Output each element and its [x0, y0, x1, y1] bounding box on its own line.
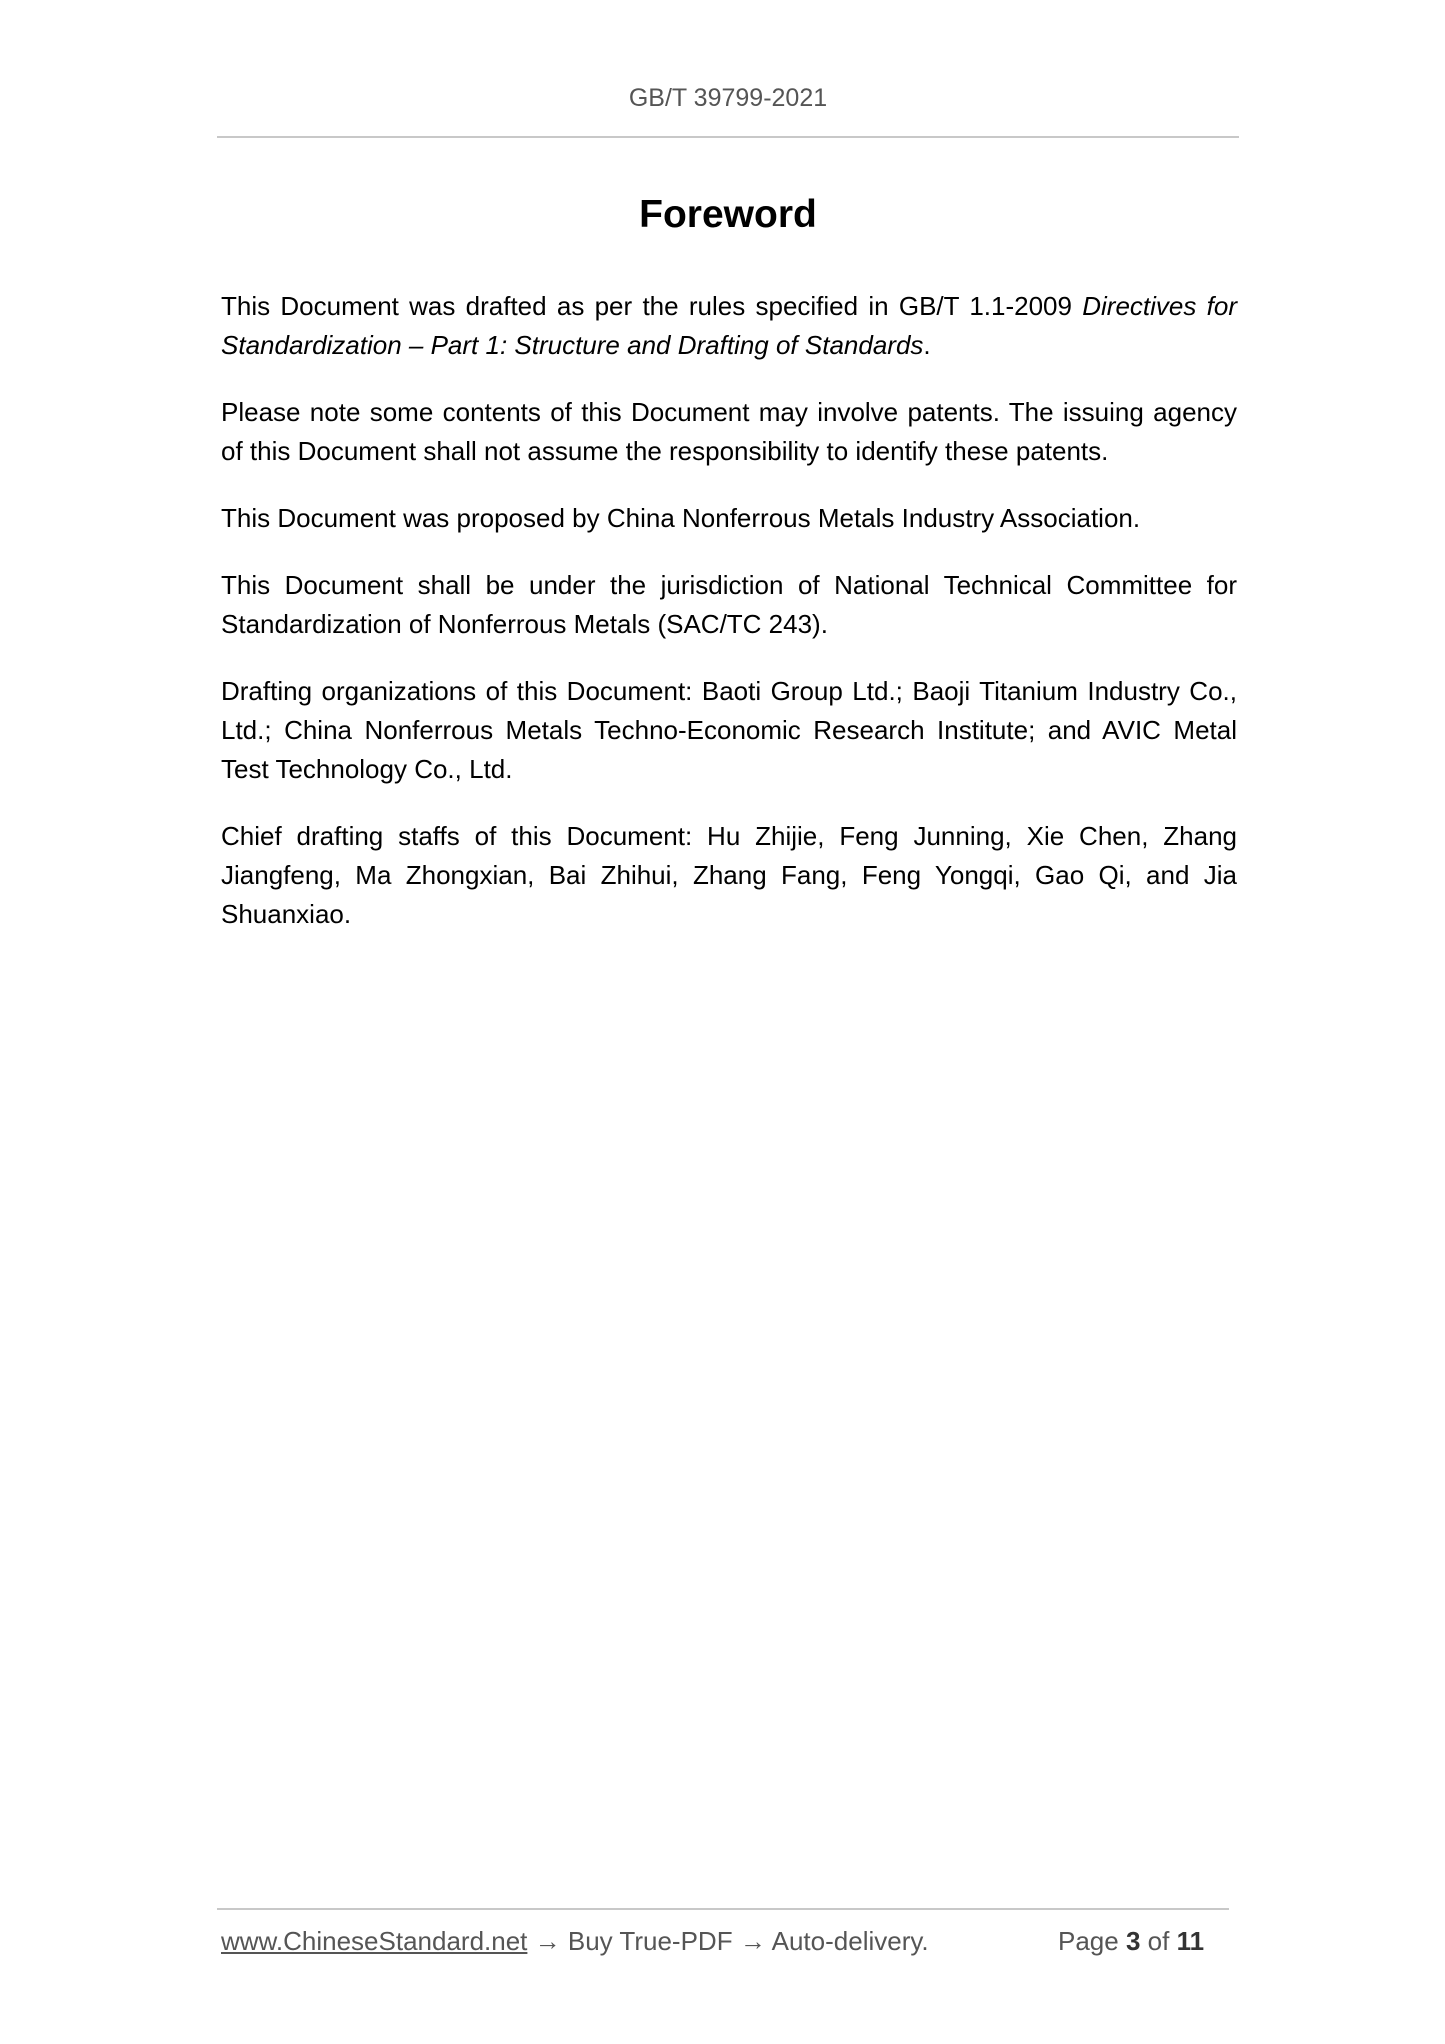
paragraph-proposed-by: This Document was proposed by China Nonferrous Metals Industry Association. — [221, 503, 1141, 533]
buy-pdf-text: Buy True-PDF — [567, 1926, 733, 1956]
page-total: 11 — [1176, 1926, 1205, 1956]
paragraph-drafting-organizations: Drafting organizations of this Document: Baoti Group Ltd.; Baoji Titanium Industry Co., Ltd.; China Nonferrous Metals Techno-Economic Research Institute; and AVIC Metal Test Technology Co., Ltd. — [221, 676, 1237, 784]
footer-promo — [221, 1926, 929, 1957]
running-header: GB/T 39799-2021 — [628, 84, 828, 112]
paragraph-drafting-staff: Chief drafting staffs of this Document: Hu Zhijie, Feng Junning, Xie Chen, Zhang Jiangfeng, Ma Zhongxian, Bai Zhihui, Zhang Fang, Feng Yongqi, Gao Qi, and Jia Shuanxiao. — [221, 821, 1237, 929]
header-divider — [217, 136, 1239, 138]
auto-delivery-text: Auto-delivery. — [771, 1926, 929, 1956]
paragraph-jurisdiction: This Document shall be under the jurisdiction of National Technical Committee for Standardization of Nonferrous Metals (SAC/TC 243). — [221, 570, 1237, 639]
arrow-right-icon: → — [534, 1926, 561, 1956]
page-number — [1058, 1926, 1204, 1957]
website-link[interactable]: www.ChineseStandard.net — [221, 1926, 528, 1956]
paragraph-patents: Please note some contents of this Document may involve patents. The issuing agency of this Document shall not assume the responsibility to identify these patents. — [221, 397, 1237, 466]
footer-divider — [217, 1908, 1229, 1910]
page-current: 3 — [1125, 1926, 1141, 1956]
page-title: Foreword — [639, 193, 817, 236]
page-of-label: of — [1147, 1926, 1170, 1956]
arrow-right-icon: → — [739, 1926, 766, 1956]
paragraph-drafting-rules-text: This Document was drafted as per the rules specified in GB/T 1.1-2009 — [221, 291, 1083, 321]
page-label: Page — [1058, 1926, 1119, 1956]
paragraph-drafting-rules-end: . — [923, 330, 931, 360]
foreword-body — [221, 287, 1237, 962]
paragraph-drafting-rules — [221, 287, 1237, 365]
standard-title-italic: Directives for Standardization – Part 1: Structure and Drafting of Standards — [221, 291, 1237, 360]
